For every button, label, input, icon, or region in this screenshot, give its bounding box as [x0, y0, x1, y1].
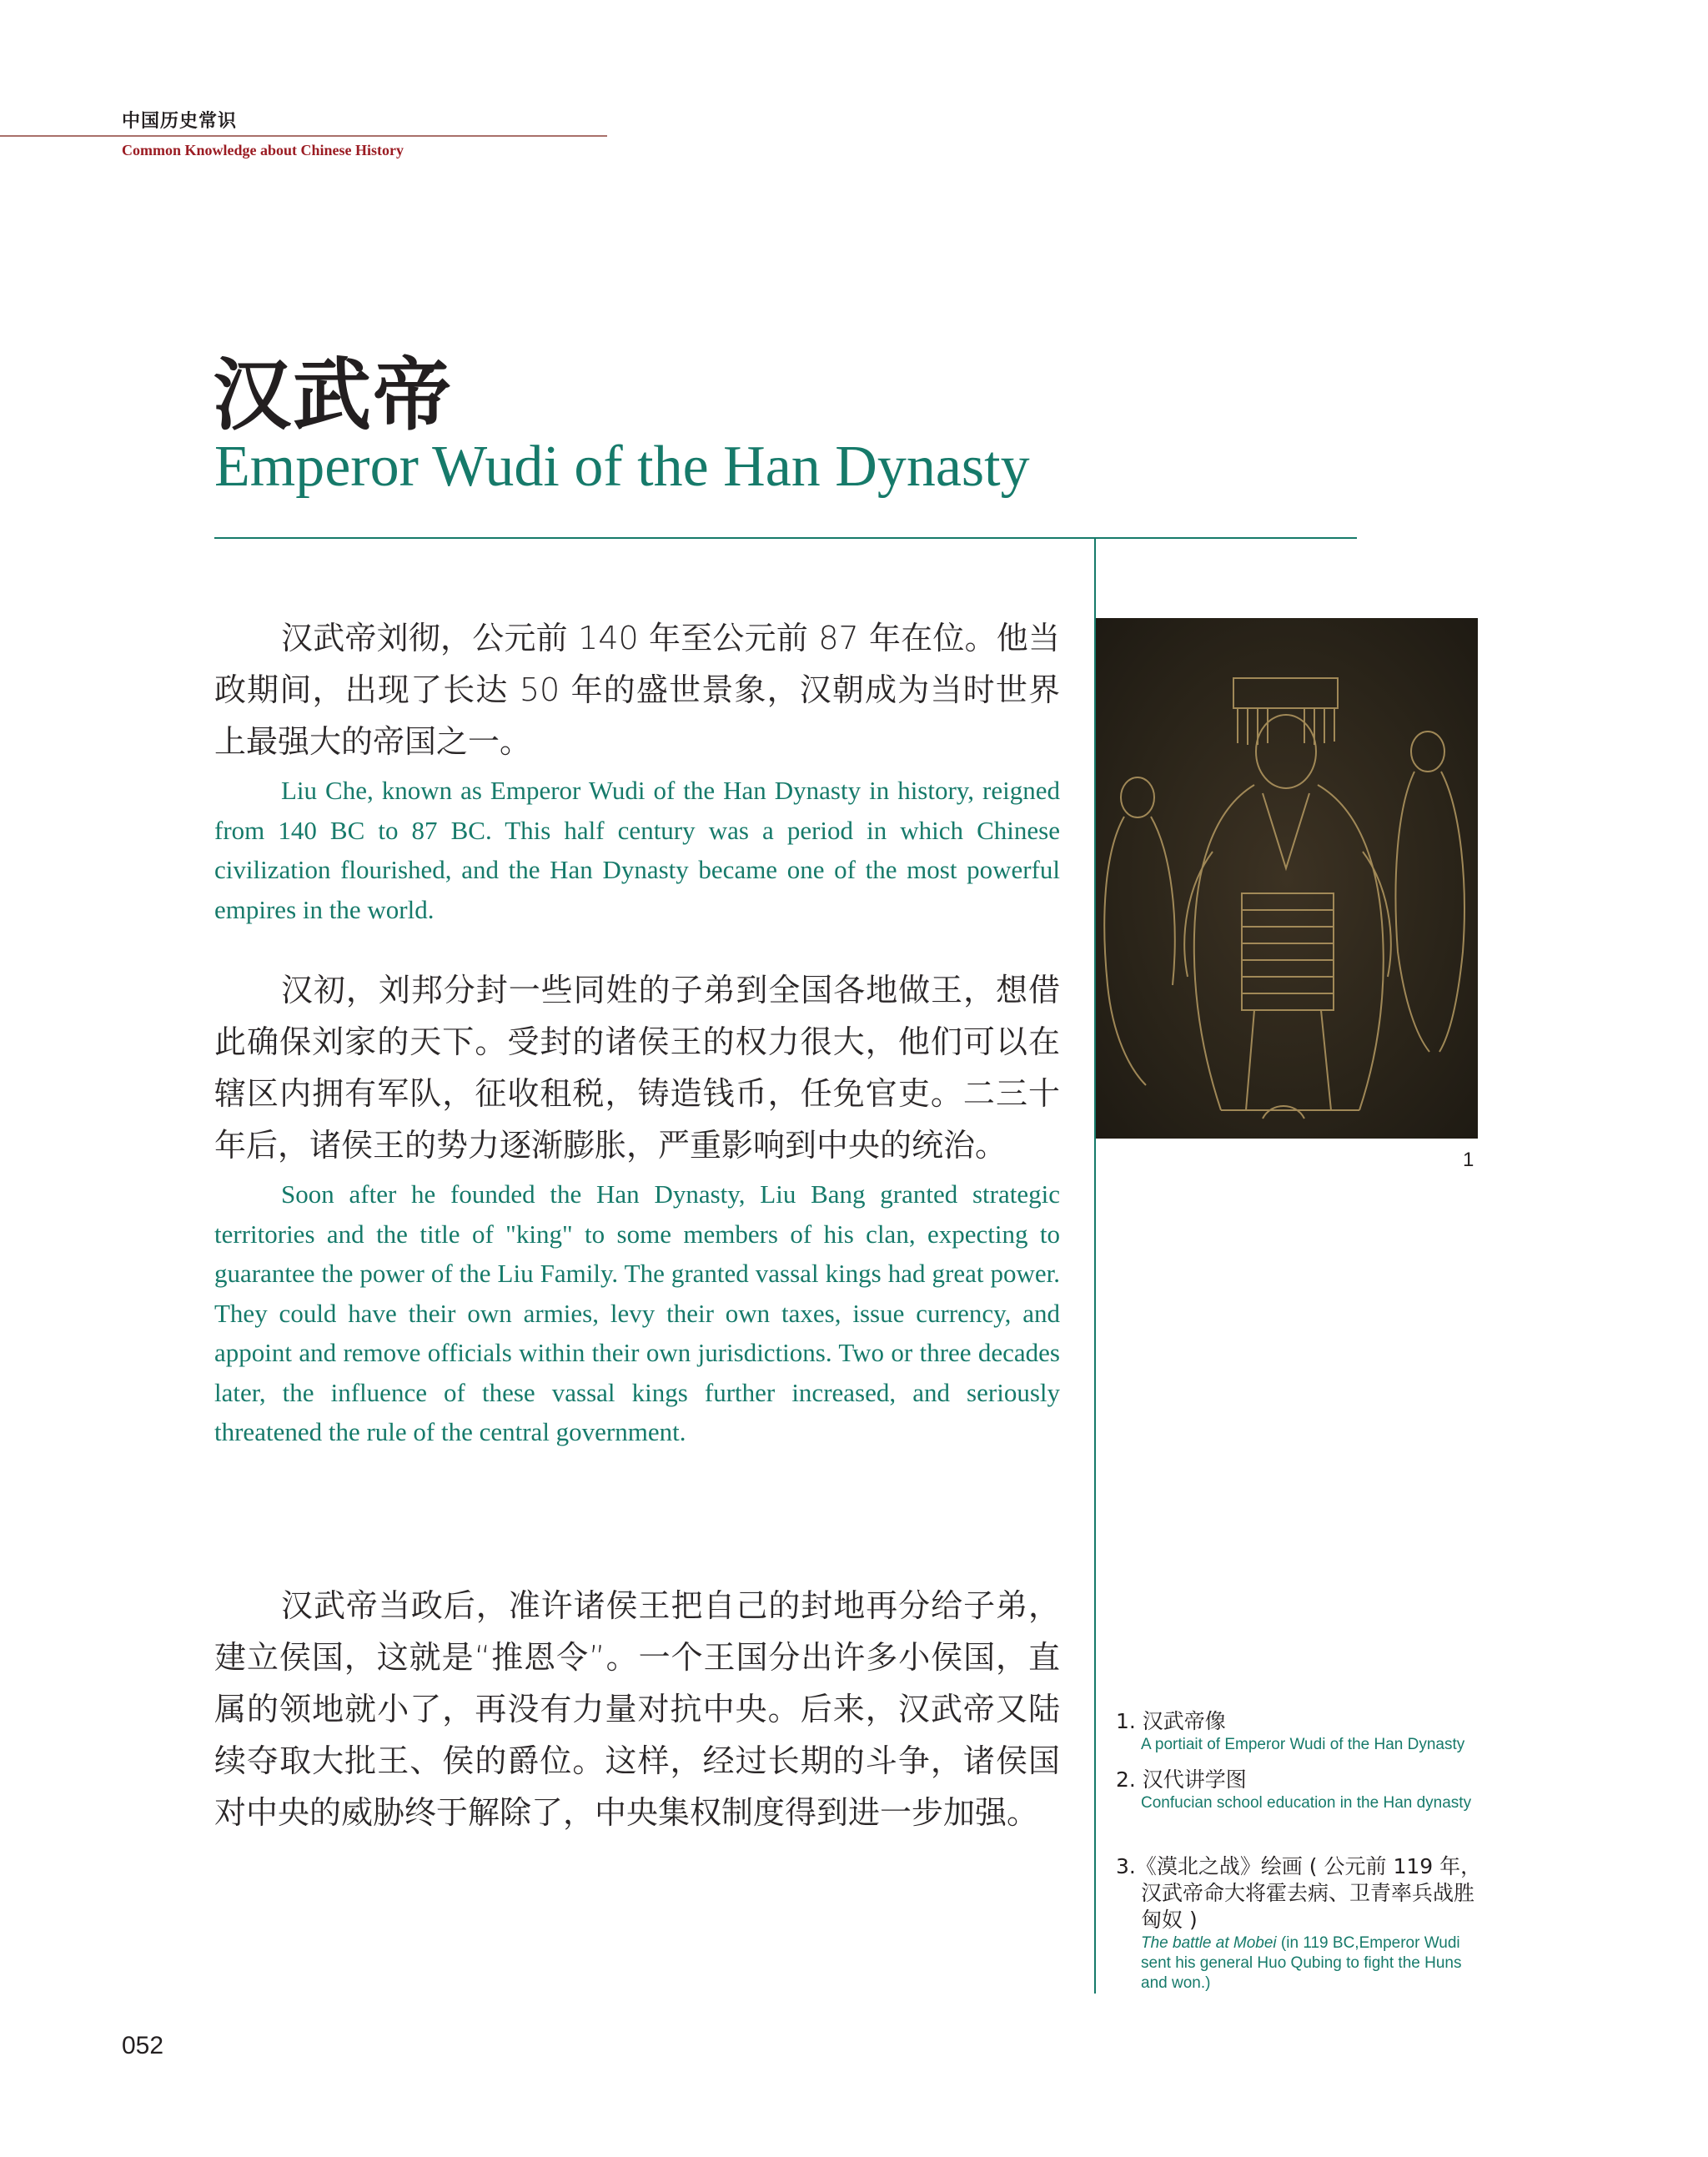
title-rule — [214, 537, 1357, 539]
caption-3-en — [1116, 1933, 1483, 1994]
caption-1-en: A portiait of Emperor Wudi of the Han Dynasty — [1141, 1736, 1465, 1753]
paragraph-3 — [214, 1580, 1060, 1838]
caption-2-en: Confucian school education in the Han dynasty — [1141, 1794, 1472, 1812]
portrait-drawing — [1096, 618, 1478, 1139]
caption-3-cn: 3.《漠北之战》绘画 ( 公元前 119 年，汉武帝命大将霍去病、卫青率兵战胜匈奴 ) — [1116, 1854, 1482, 1932]
running-header-cn: 中国历史常识 — [122, 111, 238, 132]
caption-1-cn: 1. 汉武帝像 — [1116, 1709, 1226, 1733]
paragraph-3-cn: 汉武帝当政后，准许诸侯王把自己的封地再分给子弟，建立侯国，这就是“推恩令”。一个王国分出许多小侯国，直属的领地就小了，再没有力量对抗中央。后来，汉武帝又陆续夺取大批王、侯的爵位。这样，经过长期的斗争，诸侯国对中央的威胁终于解除了，中央集权制度得到进一步加强。 — [214, 1587, 1060, 1831]
paragraph-2 — [214, 964, 1060, 1452]
paragraph-2-cn: 汉初，刘邦分封一些同姓的子弟到全国各地做王，想借此确保刘家的天下。受封的诸侯王的权力很大，他们可以在辖区内拥有军队，征收租税，铸造钱币，任免官吏。二三十年后，诸侯王的势力逐渐膨胀，严重影响到中央的统治。 — [214, 972, 1060, 1164]
caption-2-cn: 2. 汉代讲学图 — [1116, 1767, 1247, 1792]
emperor-portrait-image — [1096, 618, 1478, 1139]
page-title-cn: 汉武帝 — [213, 350, 454, 441]
paragraph-1-cn: 汉武帝刘彻，公元前 140 年至公元前 87 年在位。他当政期间，出现了长达 50 年的盛世景象，汉朝成为当时世界上最强大的帝国之一。 — [214, 620, 1060, 760]
header-rule — [0, 135, 607, 137]
paragraph-2-en: Soon after he founded the Han Dynasty, Liu Bang granted strategic territories and the title of "king" to some members of his clan, expecting to guarantee the power of the Liu Family. The granted vassal kings had great power. They could have their own armies, levy their own taxes, issue currency, and appoint and remove officials within their own jurisdictions. Two or three decades later, the influence of these vassal kings further increased, and seriously threatened the rule of the central government. — [214, 1179, 1060, 1446]
caption-3-en-text: (in 119 BC,Emperor Wudi sent his general Huo Qubing to fight the Huns and won.) — [1141, 1934, 1462, 1992]
paragraph-1 — [214, 612, 1060, 929]
page-number: 052 — [122, 2032, 164, 2059]
page-title-en: Emperor Wudi of the Han Dynasty — [214, 435, 1030, 499]
caption-2 — [1116, 1767, 1483, 1813]
caption-1 — [1116, 1708, 1483, 1755]
figure-number: 1 — [1463, 1149, 1474, 1171]
paragraph-1-en: Liu Che, known as Emperor Wudi of the Han Dynasty in history, reigned from 140 BC to 87 BC. This half century was a period in which Chinese civilization flourished, and the Han Dynasty became one of the most powerful empires in the world. — [214, 776, 1060, 924]
caption-3-en-title: The battle at Mobei — [1141, 1934, 1277, 1952]
running-header-en: Common Knowledge about Chinese History — [122, 142, 404, 158]
caption-3 — [1116, 1853, 1483, 1994]
